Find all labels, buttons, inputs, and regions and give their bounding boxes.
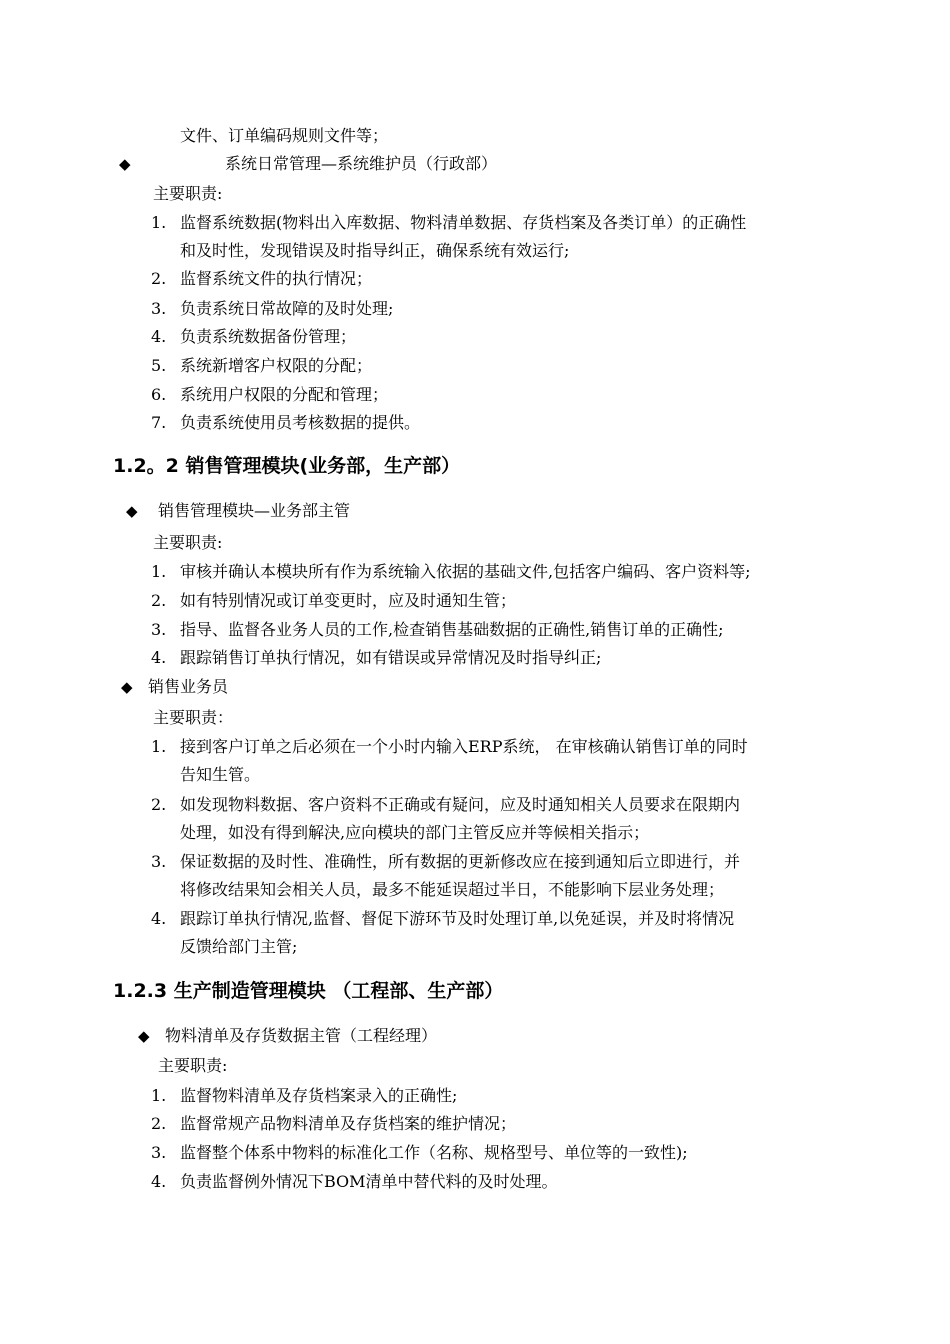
section-title: 销售管理模块—业务部主管: [158, 501, 351, 520]
duties-label: 主要职责：: [153, 708, 234, 727]
section-heading: 1.2。2 销售管理模块(业务部，生产部）: [113, 455, 461, 477]
list-item-line: 处理，如没有得到解決,应向模块的部门主管反应并等候相关指示；: [180, 823, 650, 842]
list-item-line: 如有特别情况或订单变更时，应及时通知生管；: [180, 591, 517, 610]
list-item-line: 负责监督例外情况下BOM清单中替代料的及时处理。: [180, 1172, 558, 1191]
list-number: 7.: [151, 413, 167, 432]
list-item-line: 监督系统数据(物料出入库数据、物料清单数据、存货档案及各类订单）的正确性: [180, 213, 747, 232]
list-number: 2.: [151, 269, 167, 288]
list-item-line: 保证数据的及时性、准确性，所有数据的更新修改应在接到通知后立即进行，并: [180, 852, 741, 871]
list-item-line: 监督常规产品物料清单及存货档案的维护情况；: [180, 1114, 517, 1133]
list-number: 1.: [151, 213, 167, 232]
list-item-line: 跟踪销售订单执行情况，如有错误或异常情况及时指导纠正;: [180, 648, 602, 667]
list-item-line: 系统用户权限的分配和管理；: [180, 385, 389, 404]
list-item-line: 监督物料清单及存货档案录入的正确性;: [180, 1086, 458, 1105]
list-number: 5.: [151, 356, 167, 375]
list-number: 3.: [151, 620, 167, 639]
bullet-diamond-icon: ◆: [119, 155, 131, 173]
list-number: 6.: [151, 385, 167, 404]
list-number: 4.: [151, 327, 167, 346]
list-item-line: 接到客户订单之后必须在一个小时内输入ERP系统， 在审核确认销售订单的同时: [180, 737, 748, 756]
list-item-line: 如发现物料数据、客户资料不正确或有疑问，应及时通知相关人员要求在限期内: [180, 795, 741, 814]
list-number: 3.: [151, 852, 167, 871]
list-number: 4.: [151, 1172, 167, 1191]
list-number: 1.: [151, 562, 167, 581]
list-number: 2.: [151, 591, 167, 610]
section-title: 销售业务员: [148, 677, 229, 696]
section-title: 物料清单及存货数据主管（工程经理）: [165, 1026, 438, 1045]
section-title: 系统日常管理—系统维护员（行政部）: [225, 154, 498, 173]
list-item-line: 审核并确认本模块所有作为系统输入依据的基础文件,包括客户编码、客户资料等;: [180, 562, 751, 581]
list-item-line: 监督整个体系中物料的标准化工作（名称、规格型号、单位等的一致性);: [180, 1143, 688, 1162]
list-item-line: 指导、监督各业务人员的工作,检查销售基础数据的正确性,销售订单的正确性;: [180, 620, 724, 639]
bullet-diamond-icon: ◆: [138, 1027, 150, 1045]
list-item-line: 跟踪订单执行情况,监督、督促下游环节及时处理订单,以免延误，并及时将情况: [180, 909, 735, 928]
list-number: 1.: [151, 1086, 167, 1105]
list-item-line: 监督系统文件的执行情况；: [180, 269, 373, 288]
bullet-diamond-icon: ◆: [121, 678, 133, 696]
list-item-line: 和及时性，发现错误及时指导纠正，确保系统有效运行;: [180, 241, 570, 260]
list-item-line: 告知生管。: [180, 765, 261, 784]
list-item-line: 系统新增客户权限的分配；: [180, 356, 373, 375]
list-item-line: 反馈给部门主管;: [180, 937, 298, 956]
list-number: 3.: [151, 1143, 167, 1162]
list-number: 4.: [151, 648, 167, 667]
duties-label: 主要职责:: [153, 533, 223, 552]
list-item-line: 负责系统数据备份管理；: [180, 327, 357, 346]
list-number: 2.: [151, 1114, 167, 1133]
list-item-line: 负责系统日常故障的及时处理;: [180, 299, 394, 318]
list-number: 2.: [151, 795, 167, 814]
section-heading: 1.2.3 生产制造管理模块 （工程部、生产部）: [113, 980, 504, 1002]
bullet-diamond-icon: ◆: [126, 502, 138, 520]
duties-label: 主要职责:: [158, 1056, 228, 1075]
list-item-line: 负责系统使用员考核数据的提供。: [180, 413, 421, 432]
list-number: 3.: [151, 299, 167, 318]
list-number: 4.: [151, 909, 167, 928]
continuation-line: 文件、订单编码规则文件等；: [180, 126, 389, 145]
duties-label: 主要职责:: [153, 184, 223, 203]
list-item-line: 将修改结果知会相关人员，最多不能延误超过半日，不能影响下层业务处理；: [180, 880, 725, 899]
list-number: 1.: [151, 737, 167, 756]
